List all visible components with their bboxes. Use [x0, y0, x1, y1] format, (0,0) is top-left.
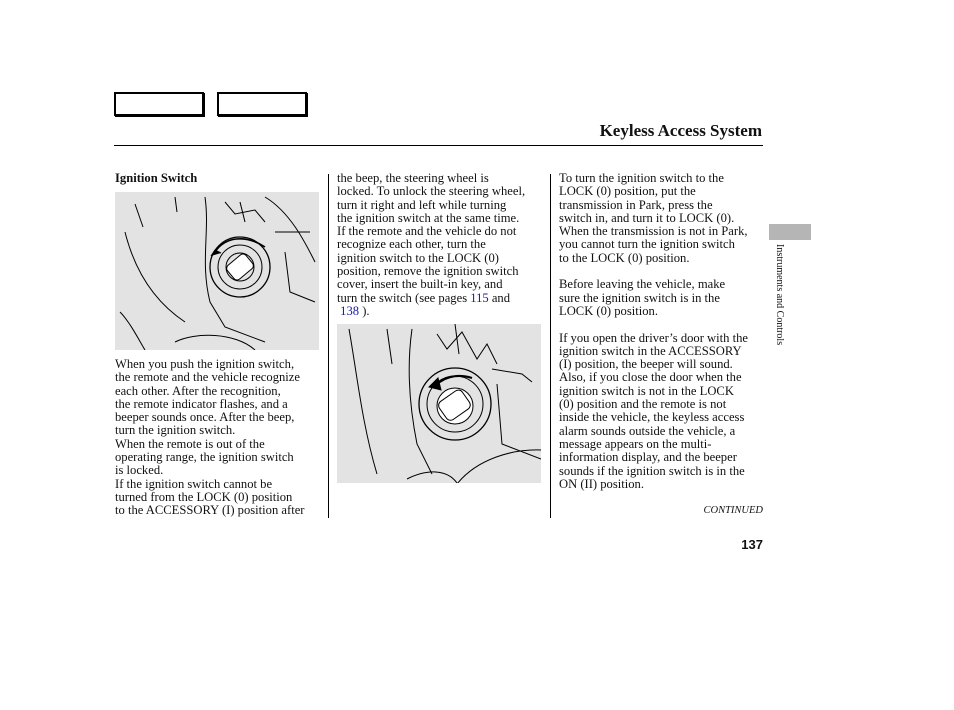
ignition-switch-illustration — [115, 192, 319, 350]
section-side-label: Instruments and Controls — [774, 244, 785, 346]
column-3-body: To turn the ignition switch to the LOCK (0) position, put the transmission in Park, press the switch in, and turn it to LOCK (0). When the transmission is not in Park, you cannot turn the ignition switch to the LOCK (0) position. Before leaving the vehicle, make sure the ignition switch is in the LOCK (0) position. If you open the driver’s door with the ignition switch in the ACCESSORY (I) position, the beeper will sound. Also, if you close the door when the ignition switch is not in the LOCK (0) position and the remote is not inside the vehicle, the keyless access alarm sounds outside the vehicle, a message appears on the multi- information display, and the beeper sounds if the ignition switch is in the ON (II) position. — [559, 171, 748, 491]
header-rule — [114, 145, 763, 146]
page-number: 137 — [741, 537, 763, 552]
nav-button-next[interactable] — [217, 92, 307, 116]
column-divider — [328, 174, 329, 518]
page-link-115[interactable]: 115 — [470, 290, 489, 305]
nav-button-previous[interactable] — [114, 92, 204, 116]
section-heading: Ignition Switch — [115, 171, 198, 185]
page-link-138[interactable]: 138 — [340, 303, 360, 318]
ignition-switch-turn-illustration — [337, 324, 541, 483]
page-title: Keyless Access System — [599, 121, 762, 140]
section-tab-marker[interactable] — [769, 224, 811, 240]
column-1-body: When you push the ignition switch, the remote and the vehicle recognize each other. After the recognition, the remote indicator flashes, and a beeper sounds once. After the beep, turn the ignition switch. When the remote is out of the operating range, the ignition switch is locked. If the ignition switch cannot be turned from the LOCK (0) position to the ACCESSORY (I) position after — [115, 357, 305, 518]
column-divider — [550, 174, 551, 518]
continued-label: CONTINUED — [703, 505, 763, 516]
column-2-body: the beep, the steering wheel is locked. To unlock the steering wheel, turn it right and left while turning the ignition switch at the same time. If the remote and the vehicle do not recognize each other, turn the ignition switch to the LOCK (0) position, remove the ignition switch cover, insert the built-in key, and turn the switch (see pages 115 and 138 ). — [337, 171, 526, 318]
